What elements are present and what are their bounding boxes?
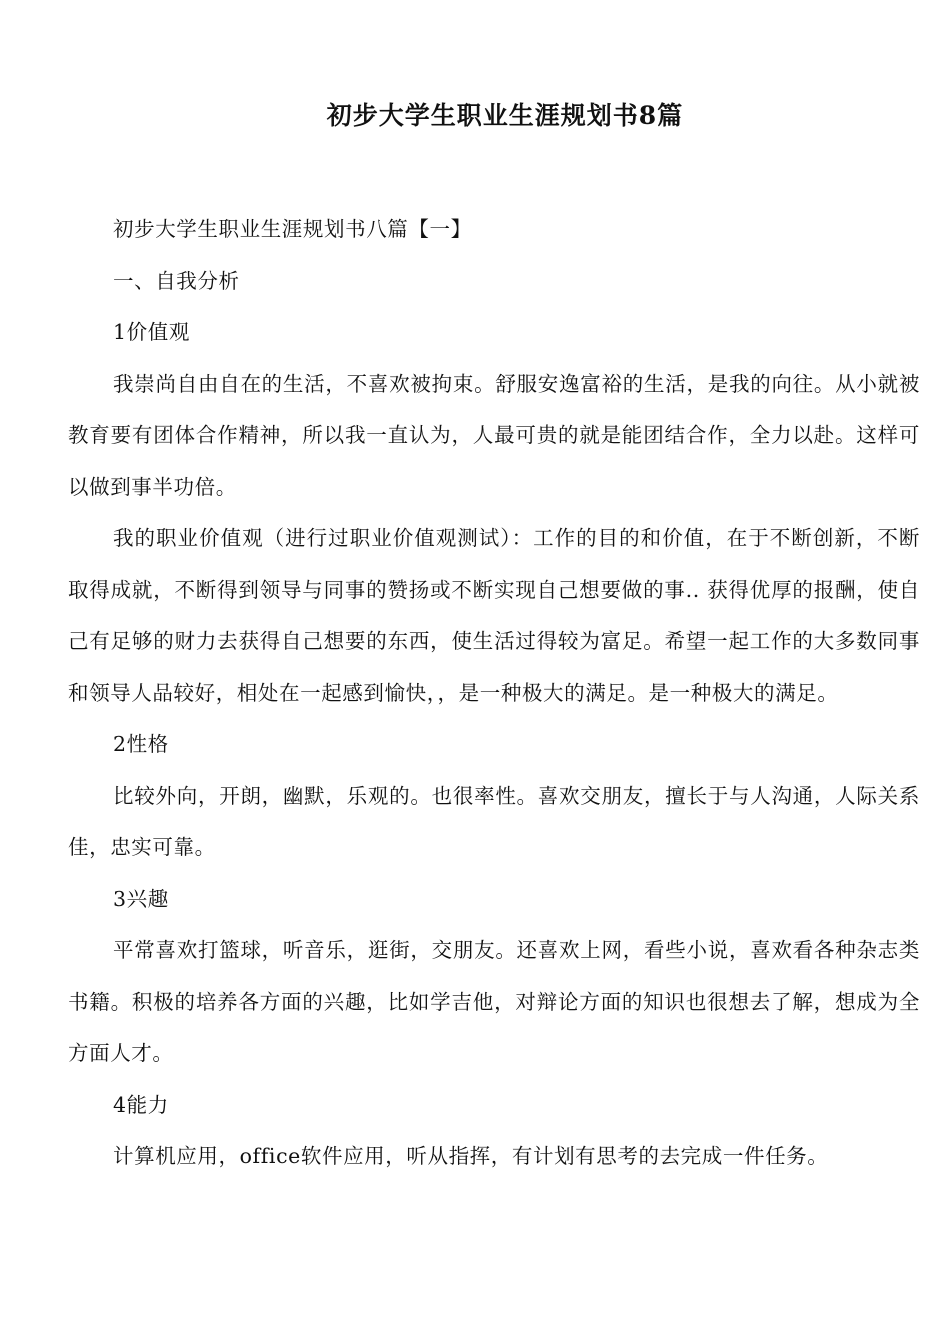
item-heading-values: 1价值观 (113, 320, 190, 344)
body-paragraph: 平常喜欢打篮球，听音乐，逛街，交朋友。还喜欢上网，看些小说，喜欢看各种杂志类书籍。积极的培养各方面的兴趣，比如学吉他，对辩论方面的知识也很想去了解，想成为全方面人才。 (68, 938, 920, 1065)
item-heading-interests: 3兴趣 (113, 886, 169, 911)
body-paragraph: 我崇尚自由自在的生活，不喜欢被拘束。舒服安逸富裕的生活，是我的向往。从小就被教育要有团体合作精神，所以我一直认为，人最可贵的就是能团结合作，全力以赴。这样可以做到事半功倍。 (68, 371, 920, 499)
body-paragraph: 我的职业价值观（进行过职业价值观测试）：工作的目的和价值，在于不断创新，不断取得成就，不断得到领导与同事的赞扬或不断实现自己想要做的事.. 获得优厚的报酬，使自己有足够的财力去获得自己想要的东西，使生活过得较为富足。希望一起工作的大多数同事和领导人品较好，相处在一起感到愉快，，是一种极大的满足。是一种极大的满足。 (68, 526, 920, 705)
body-paragraph: 比较外向，开朗，幽默，乐观的。也很率性。喜欢交朋友，擅长于与人沟通，人际关系佳，忠实可靠。 (68, 783, 920, 859)
body-paragraph: 计算机应用，office软件应用，听从指挥，有计划有思考的去完成一件任务。 (113, 1144, 829, 1168)
section-heading: 初步大学生职业生涯规划书八篇【一】 (113, 217, 472, 241)
item-heading-personality: 2性格 (113, 732, 169, 756)
item-heading-abilities: 4能力 (113, 1092, 169, 1117)
document-title: 初步大学生职业生涯规划书8篇 (326, 101, 684, 130)
document-body (68, 204, 920, 1183)
subsection-heading: 一、自我分析 (113, 268, 240, 293)
